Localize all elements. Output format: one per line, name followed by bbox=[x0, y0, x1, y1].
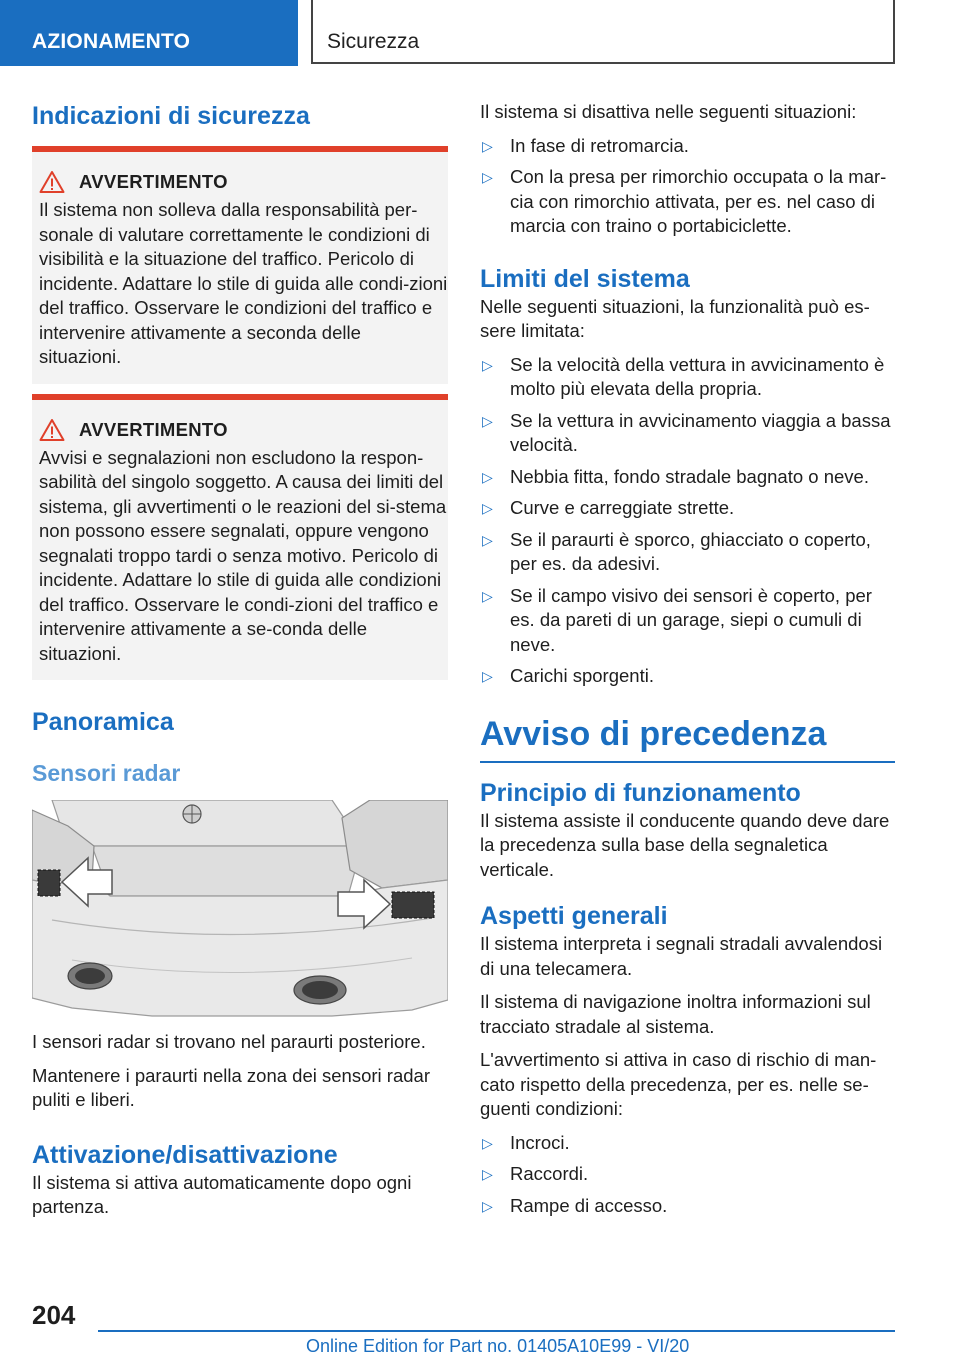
list-item: ▷ Se il paraurti è sporco, ghiacciato o coperto, per es. da adesivi. bbox=[480, 528, 895, 577]
warning-text: Il sistema non solleva dalla responsabilità per-sonale di valutare correttamente le condizioni di visibilità e la situazione del traffico. Pericolo di incidente. Adattare lo stile di guida alle condi-zioni del traffico. Osservare le condizioni del traffico e intervenire attivamente a seconda delle situazioni. bbox=[39, 199, 448, 367]
bullet-arrow-icon: ▷ bbox=[482, 412, 493, 429]
bullet-arrow-icon: ▷ bbox=[482, 1197, 493, 1214]
activation-text: Il sistema si attiva automaticamente dopo ogni partenza. bbox=[32, 1171, 412, 1217]
limits-list bbox=[480, 353, 895, 689]
heading-safety: Indicazioni di sicurezza bbox=[32, 102, 310, 130]
rear-bumper-radar-illustration bbox=[32, 800, 448, 1022]
heading-rule bbox=[480, 761, 895, 763]
deactivation-list bbox=[480, 134, 895, 239]
heading-principle: Principio di funzionamento bbox=[480, 778, 801, 807]
left-column bbox=[32, 100, 448, 1229]
heading-radar-sensors: Sensori radar bbox=[32, 760, 181, 786]
limits-intro: Nelle seguenti situazioni, la funzionalità può es-sere limitata: bbox=[480, 295, 870, 341]
list-item: ▷ Nebbia fitta, fondo stradale bagnato o neve. bbox=[480, 465, 895, 490]
bullet-arrow-icon: ▷ bbox=[482, 1134, 493, 1151]
section-tab: AZIONAMENTO bbox=[0, 0, 298, 66]
principle-text: Il sistema assiste il conducente quando deve dare la precedenza sulla base della segnaletica verticale. bbox=[480, 809, 890, 880]
list-item: ▷ Rampe di accesso. bbox=[480, 1194, 895, 1219]
heading-priority-warning: Avviso di precedenza bbox=[480, 714, 827, 753]
radar-location-text: I sensori radar si trovano nel paraurti posteriore. bbox=[32, 1031, 426, 1052]
warning-title: AVVERTIMENTO bbox=[79, 418, 228, 440]
warning-triangle-icon bbox=[39, 418, 65, 442]
heading-activation: Attivazione/disattivazione bbox=[32, 1140, 338, 1169]
bullet-arrow-icon: ▷ bbox=[482, 468, 493, 485]
warning-text: Avvisi e segnalazioni non escludono la respon-sabilità del singolo soggetto. A causa dei limiti del sistema, gli avvertimenti o le reazioni del si-stema non possono essere segnalati, oppure vengono segnalati troppo tardi o senza motivo. Pericolo di incidente. Adattare lo stile di guida alle condizioni del traffico. Osservare le condi-zioni del traffico e intervenire attivamente a se-conda delle situazioni. bbox=[39, 446, 447, 664]
heading-general: Aspetti generali bbox=[480, 902, 668, 930]
bullet-arrow-icon: ▷ bbox=[482, 356, 493, 373]
subsection-title: Sicurezza bbox=[311, 0, 895, 64]
warning-triangle-icon bbox=[39, 170, 65, 194]
list-item: ▷ Curve e carreggiate strette. bbox=[480, 496, 895, 521]
page-number: 204 bbox=[32, 1300, 76, 1330]
list-item: ▷ Con la presa per rimorchio occupata o la mar-cia con rimorchio attivata, per es. nel caso di marcia con traino o portabiciclette. bbox=[480, 165, 895, 239]
list-item: ▷ Se la velocità della vettura in avvicinamento è molto più elevata della propria. bbox=[480, 353, 895, 402]
warning-box-1 bbox=[32, 146, 448, 384]
warning-box-2 bbox=[32, 394, 448, 681]
general-text-2: Il sistema di navigazione inoltra informazioni sul tracciato stradale al sistema. bbox=[480, 991, 871, 1037]
bullet-arrow-icon: ▷ bbox=[482, 169, 493, 185]
list-item: ▷ Se la vettura in avvicinamento viaggia a bassa velocità. bbox=[480, 409, 895, 458]
radar-clean-text: Mantenere i paraurti nella zona dei sensori radar puliti e liberi. bbox=[32, 1064, 430, 1110]
footer-rule bbox=[98, 1330, 895, 1332]
bullet-arrow-icon: ▷ bbox=[482, 587, 493, 604]
deactivation-intro: Il sistema si disattiva nelle seguenti situazioni: bbox=[480, 101, 857, 122]
warning-title: AVVERTIMENTO bbox=[79, 171, 228, 192]
footer-edition-text: Online Edition for Part no. 01405A10E99 - VI/20 bbox=[306, 1336, 690, 1356]
list-item: ▷ Raccordi. bbox=[480, 1162, 895, 1187]
bullet-arrow-icon: ▷ bbox=[482, 137, 493, 154]
general-text-1: Il sistema interpreta i segnali stradali avvalendosi di una telecamera. bbox=[480, 933, 883, 979]
list-item: ▷ Carichi sporgenti. bbox=[480, 664, 895, 689]
conditions-list bbox=[480, 1131, 895, 1219]
bullet-arrow-icon: ▷ bbox=[482, 500, 493, 516]
list-item: ▷ In fase di retromarcia. bbox=[480, 134, 895, 159]
right-column bbox=[480, 100, 895, 1225]
heading-overview: Panoramica bbox=[32, 708, 174, 736]
bullet-arrow-icon: ▷ bbox=[482, 531, 493, 548]
general-text-3: L'avvertimento si attiva in caso di rischio di man-cato rispetto della precedenza, per es. nelle se-guenti condizioni: bbox=[480, 1049, 877, 1119]
list-item: ▷ Incroci. bbox=[480, 1131, 895, 1156]
heading-limits: Limiti del sistema bbox=[480, 264, 690, 293]
bullet-arrow-icon: ▷ bbox=[482, 668, 493, 684]
bullet-arrow-icon: ▷ bbox=[482, 1166, 493, 1182]
list-item: ▷ Se il campo visivo dei sensori è coperto, per es. da pareti di un garage, siepi o cumuli di neve. bbox=[480, 584, 895, 658]
